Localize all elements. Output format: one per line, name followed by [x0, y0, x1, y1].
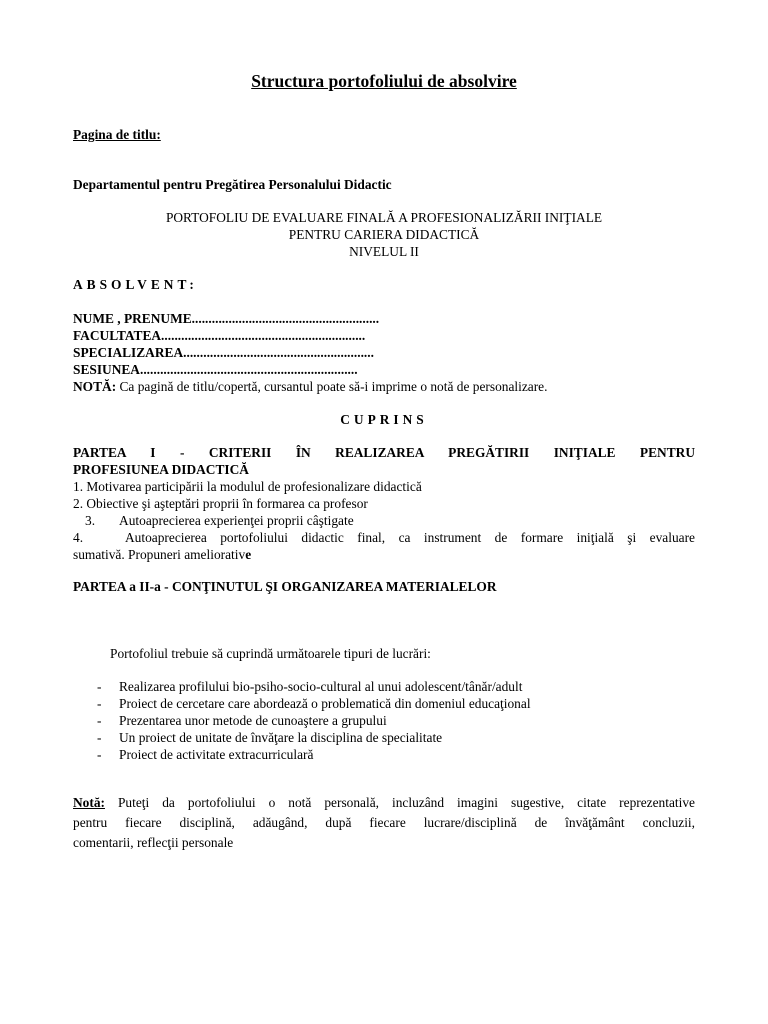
- portfolio-title-line2: PENTRU CARIERA DIDACTICĂ: [288, 227, 480, 242]
- title-page-heading: Pagina de titlu:: [73, 127, 161, 142]
- list-item: - Un proiect de unitate de învăţare la disciplina de specialitate: [97, 730, 443, 745]
- field-session: SESIUNEA.................................................................: [73, 362, 358, 377]
- part1-item-4-cont: sumativă. Propuneri ameliorative: [73, 547, 252, 562]
- part1-heading-line1: PARTEA I - CRITERII ÎN REALIZAREA PREGĂTIRII INIŢIALE PENTRU: [73, 445, 695, 460]
- final-note-line1: Notă: Puteţi da portofoliului o notă personală, incluzând imagini sugestive, citate reprezentative: [73, 795, 695, 810]
- title-page-note: [73, 378, 547, 395]
- field-faculty: FACULTATEA.............................................................: [73, 328, 366, 343]
- list-item: - Prezentarea unor metode de cunoaştere a grupului: [97, 713, 387, 728]
- document-title: Structura portofoliului de absolvire: [251, 71, 517, 91]
- note-text: Ca pagină de titlu/copertă, cursantul poate să-i imprime o notă de personalizare.: [116, 379, 548, 394]
- field-name: NUME , PRENUME........................................................: [73, 311, 380, 326]
- graduate-label: ABSOLVENT:: [73, 277, 198, 292]
- department-name: Departamentul pentru Pregătirea Personalului Didactic: [73, 177, 392, 192]
- works-list: [73, 678, 695, 763]
- field-specialization: SPECIALIZAREA.........................................................: [73, 345, 374, 360]
- contents-heading: CUPRINS: [340, 412, 428, 427]
- final-note-line3: comentarii, reflecţii personale: [73, 835, 234, 850]
- part1-item-2: 2. Obiective şi aşteptări proprii în formarea ca profesor: [73, 496, 368, 511]
- works-intro: Portofoliul trebuie să cuprindă următoarele tipuri de lucrări:: [110, 646, 431, 661]
- list-item: - Proiect de cercetare care abordează o problematică din domeniul educaţional: [97, 696, 531, 711]
- part1-item-1: 1. Motivarea participării la modulul de profesionalizare didactică: [73, 479, 422, 494]
- graduate-fields: [73, 310, 379, 378]
- final-note-line2: pentru fiecare disciplină, adăugând, după fiecare lucrare/disciplină de învăţământ concluzii,: [73, 815, 695, 830]
- portfolio-title-line1: PORTOFOLIU DE EVALUARE FINALĂ A PROFESIONALIZĂRII INIŢIALE: [165, 210, 603, 225]
- part1-heading-line2: PROFESIUNEA DIDACTICĂ: [73, 462, 249, 477]
- portfolio-title: [73, 209, 695, 260]
- list-item: - Proiect de activitate extracurriculară: [97, 747, 314, 762]
- part1-item-4: 4. Autoaprecierea portofoliului didactic final, ca instrument de formare iniţială şi evaluare: [73, 530, 695, 545]
- portfolio-title-line3: NIVELUL II: [349, 244, 419, 259]
- part1-section: [73, 444, 695, 563]
- final-note: [73, 793, 695, 853]
- part2-heading: PARTEA a II-a - CONŢINUTUL ŞI ORGANIZAREA MATERIALELOR: [73, 579, 497, 594]
- part1-item-3: 3. Autoaprecierea experienţei proprii câştigate: [85, 513, 354, 528]
- list-item: - Realizarea profilului bio-psiho-socio-cultural al unui adolescent/tânăr/adult: [97, 679, 523, 694]
- note-label: NOTĂ:: [73, 379, 117, 394]
